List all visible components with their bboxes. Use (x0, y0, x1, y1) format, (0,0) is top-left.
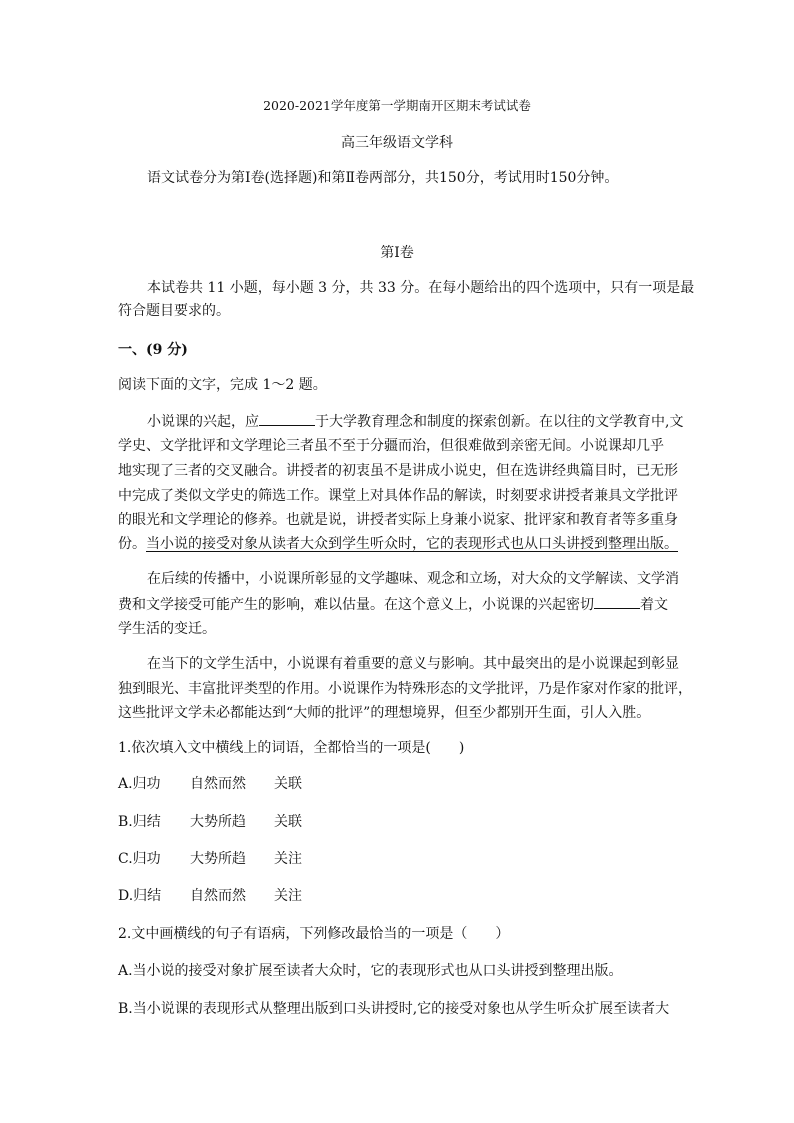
passage-text: 份。 (118, 536, 146, 552)
passage-p1-line-5: 的眼光和文学理论的修养。也就是说，讲授者实际上身兼小说家、批评家和教育者等多重身 (118, 512, 678, 528)
part-title: 第Ⅰ卷 (380, 245, 414, 261)
passage-p1-line-2: 学史、文学批评和文学理论三者虽不至于分疆而治，但很难做到亲密无间。小说课却几乎 (118, 438, 664, 454)
fill-blank-3 (594, 594, 640, 609)
passage-text: 于大学教育理念和制度的探索创新。在以往的文学教育中,文 (315, 414, 684, 430)
passage-p1-line-3: 地实现了三者的交叉融合。讲授者的初衷虽不是讲成小说史，但在选讲经典篇目时，已无形 (118, 463, 678, 479)
option-word: 关联 (274, 814, 302, 830)
option-word: 关注 (274, 851, 302, 867)
passage-p2-line-2 (118, 594, 668, 615)
passage-text: 小说课的兴起，应 (147, 414, 259, 430)
exam-instructions: 语文试卷分为第Ⅰ卷(选择题)和第Ⅱ卷两部分，共150分，考试用时150分钟。 (147, 170, 619, 186)
question-2-stem: 2.文中画横线的句子有语病，下列修改最恰当的一项是（ ） (118, 926, 510, 942)
part-intro-line-1: 本试卷共 11 小题，每小题 3 分，共 33 分。在每小题给出的四个选项中，只有一项是最 (147, 280, 695, 296)
underlined-sentence: 当小说的接受对象从读者大众到学生听众时，它的表现形式也从口头讲授到整理出版。 (146, 536, 678, 552)
passage-p3-line-1: 在当下的文学生活中，小说课有着重要的意义与影响。其中最突出的是小说课起到彰显 (147, 656, 679, 672)
question-2-option-b: B.当小说课的表现形式从整理出版到口头讲授时,它的接受对象也从学生听众扩展至读者大 (118, 1001, 670, 1017)
question-1-option-a (118, 774, 354, 794)
option-label: C.归功 (118, 851, 161, 867)
question-1-option-b (118, 812, 354, 832)
passage-p3-line-2: 独到眼光、丰富批评类型的作用。小说课作为特殊形态的文学批评，乃是作家对作家的批评， (118, 681, 692, 697)
part-intro-line-2: 符合题目要求的。 (118, 303, 230, 319)
passage-p1-line-1 (147, 411, 683, 432)
passage-p3-line-3: 这些批评文学未必都能达到“大师的批评”的理想境界，但至少都别开生面，引人入胜。 (118, 705, 651, 721)
option-word: 大势所趋 (190, 814, 246, 830)
passage-p2-line-1: 在后续的传播中，小说课所彰显的文学趣味、观念和立场，对大众的文学解读、文学消 (147, 571, 679, 587)
option-word: 关注 (274, 888, 302, 904)
option-label: B.归结 (118, 814, 161, 830)
option-word: 大势所趋 (190, 851, 246, 867)
option-label: A.归功 (118, 776, 161, 792)
passage-p1-line-4: 中完成了类似文学史的筛选工作。课堂上对具体作品的解读，时刻要求讲授者兼具文学批评 (118, 488, 678, 504)
question-1-stem: 1.依次填入文中横线上的词语，全都恰当的一项是( ) (118, 740, 465, 756)
fill-blank-1 (259, 411, 315, 426)
question-2-option-a: A.当小说的接受对象扩展至读者大众时，它的表现形式也从口头讲授到整理出版。 (118, 963, 623, 979)
option-word: 自然而然 (190, 776, 246, 792)
passage-text: 费和文学接受可能产生的影响，难以估量。在这个意义上，小说课的兴起密切 (118, 597, 594, 613)
section-heading: 一、(9 分) (118, 342, 188, 358)
option-label: D.归结 (118, 888, 162, 904)
option-word: 自然而然 (190, 888, 246, 904)
passage-p2-line-3: 学生活的变迁。 (118, 621, 216, 637)
exam-title: 2020-2021学年度第一学期南开区期末考试试卷 (263, 98, 531, 113)
section-direction: 阅读下面的文字，完成 1～2 题。 (118, 377, 327, 393)
question-1-option-d (118, 886, 354, 906)
passage-p1-line-6 (118, 534, 678, 554)
option-word: 关联 (274, 776, 302, 792)
question-1-option-c (118, 849, 354, 869)
grade-subject: 高三年级语文学科 (341, 135, 453, 151)
passage-text: 着文 (640, 597, 668, 613)
